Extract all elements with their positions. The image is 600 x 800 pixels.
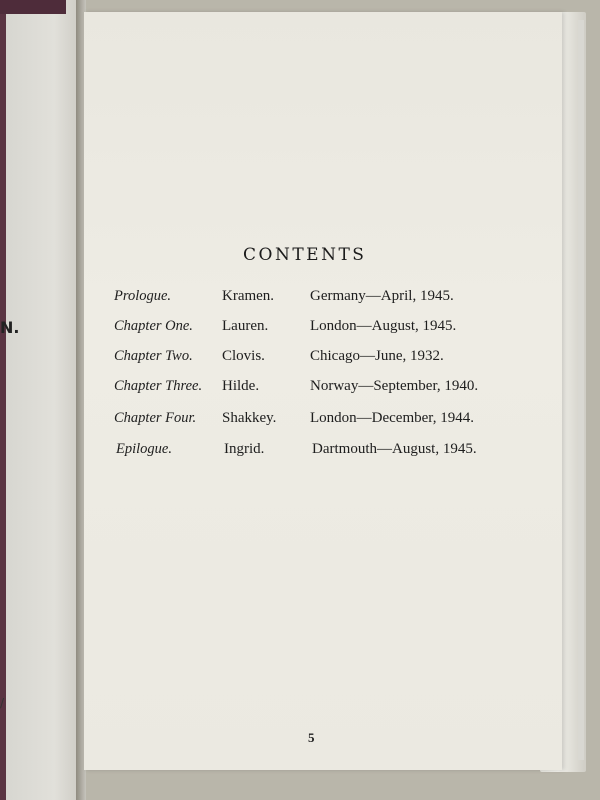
page-number: 5 [308,730,315,745]
toc-row [0,348,600,370]
toc-place-date: London—December, 1944. [310,410,474,426]
toc-character: Lauren. [222,318,269,334]
toc-character: Hilde. [222,378,260,394]
toc-row [0,288,600,310]
toc-place-date: London—August, 1945. [310,318,457,334]
toc-character: Clovis. [222,348,265,364]
toc-chapter: Prologue. [114,288,172,304]
toc-character: Kramen. [222,288,275,304]
toc-chapter: Chapter One. [114,318,193,334]
toc-chapter: Epilogue. [116,441,172,457]
toc-character: Ingrid. [224,441,265,457]
left-cover-top [0,0,66,14]
left-page-text-fragment: N. [0,318,20,337]
left-cover-edge [0,0,6,800]
toc-chapter: Chapter Four. [114,410,197,426]
toc-row [0,441,600,463]
toc-row [0,378,600,400]
toc-chapter: Chapter Two. [114,348,193,364]
left-facing-page [0,0,78,800]
toc-chapter: Chapter Three. [114,378,203,394]
toc-place-date: Chicago—June, 1932. [310,348,444,364]
contents-heading: CONTENTS [243,245,367,265]
toc-row [0,318,600,340]
toc-character: Shakkey. [222,410,277,426]
toc-place-date: Norway—September, 1940. [310,378,479,394]
toc-row [0,410,600,432]
toc-place-date: Dartmouth—August, 1945. [312,441,477,457]
left-page-text-fragment-2: / [0,696,5,710]
toc-place-date: Germany—April, 1945. [310,288,454,304]
